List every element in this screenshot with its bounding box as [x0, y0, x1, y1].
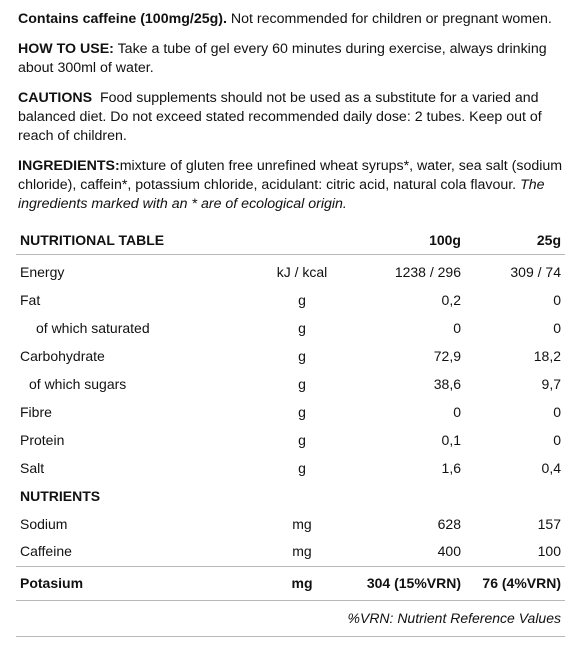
nutrients-section-row — [16, 482, 565, 510]
row-value-25g: 100 — [537, 543, 561, 560]
ingredients-note: The ingredients marked with an * are of ecological origin. — [18, 177, 545, 212]
cautions — [18, 89, 567, 146]
row-value-25g: 309 / 74 — [510, 263, 561, 280]
row-value-25g: 157 — [537, 515, 561, 532]
row-name: of which saturated — [36, 319, 150, 336]
row-unit: g — [298, 459, 306, 476]
row-unit: mg — [292, 515, 312, 532]
table-row-potassium — [16, 566, 565, 600]
table-row-salt — [16, 454, 565, 482]
row-name: Protein — [20, 431, 65, 448]
row-value-25g: 76 (4%VRN) — [465, 566, 565, 600]
ingredients — [18, 157, 567, 214]
row-value-100g: 0,1 — [441, 431, 461, 448]
row-unit: g — [298, 291, 306, 308]
row-value-100g: 628 — [437, 515, 461, 532]
row-name: of which sugars — [29, 375, 127, 392]
row-unit: g — [298, 431, 306, 448]
row-unit: g — [298, 403, 306, 420]
caffeine-warning-bold: Contains caffeine (100mg/25g). — [18, 11, 227, 27]
col-25g-header: 25g — [465, 228, 565, 254]
row-value-100g: 1,6 — [441, 459, 461, 476]
table-header-row — [16, 228, 565, 254]
col-100g-header: 100g — [338, 228, 465, 254]
row-unit: g — [298, 319, 306, 336]
table-row-fat — [16, 286, 565, 314]
caffeine-warning — [18, 10, 567, 29]
row-value-25g: 9,7 — [541, 375, 561, 392]
table-row-sugars — [16, 370, 565, 398]
row-name: Salt — [20, 459, 45, 476]
row-name: Potasium — [16, 566, 266, 600]
row-value-25g: 0,4 — [541, 459, 561, 476]
vrn-footnote: %VRN: Nutrient Reference Values — [16, 600, 565, 636]
table-row-fibre — [16, 398, 565, 426]
row-name: Fibre — [20, 403, 52, 420]
row-unit: kJ / kcal — [276, 263, 328, 280]
table-row-sodium — [16, 510, 565, 538]
row-value-100g: 400 — [437, 543, 461, 560]
row-value-100g: 0 — [453, 319, 461, 336]
cautions-label: CAUTIONS — [18, 90, 93, 106]
row-value-100g: 72,9 — [433, 347, 461, 364]
row-value-25g: 0 — [553, 431, 561, 448]
row-name: Carbohydrate — [20, 347, 105, 364]
how-to-use-label: HOW TO USE: — [18, 41, 114, 57]
ingredients-text: mixture of gluten free unrefined wheat syrups*, water, sea salt (sodium chloride), caffein*, potassium chloride, acidulant: citric acid, natural cola flavour. — [18, 158, 563, 193]
nutrients-label: NUTRIENTS — [20, 487, 101, 504]
row-name: Caffeine — [20, 543, 72, 560]
table-row-caffeine — [16, 538, 565, 566]
row-value-100g: 304 (15%VRN) — [338, 566, 465, 600]
how-to-use — [18, 40, 567, 78]
row-name: Sodium — [20, 515, 68, 532]
unit-header — [266, 228, 338, 254]
how-to-use-text: Take a tube of gel every 60 minutes during exercise, always drinking about 300ml of water. — [18, 41, 547, 76]
table-row-carbohydrate — [16, 342, 565, 370]
row-unit: g — [298, 347, 306, 364]
table-row-energy — [16, 254, 565, 286]
row-value-25g: 18,2 — [533, 347, 561, 364]
caffeine-warning-text: Not recommended for children or pregnant women. — [226, 11, 552, 27]
cautions-text: Food supplements should not be used as a substitute for a varied and balanced diet. Do not exceed stated recommended daily dose: 2 tubes. Keep out of reach of children. — [18, 90, 546, 144]
row-name: Fat — [20, 291, 41, 308]
row-value-25g: 0 — [553, 319, 561, 336]
row-value-100g: 1238 / 296 — [394, 263, 461, 280]
row-value-25g: 0 — [553, 291, 561, 308]
row-name: Energy — [20, 263, 65, 280]
table-footnote-row — [16, 600, 565, 636]
row-value-100g: 0,2 — [441, 291, 461, 308]
row-unit: g — [298, 375, 306, 392]
row-value-25g: 0 — [553, 403, 561, 420]
table-row-protein — [16, 426, 565, 454]
row-unit: mg — [292, 543, 312, 560]
table-title: NUTRITIONAL TABLE — [16, 228, 266, 254]
ingredients-label: INGREDIENTS: — [18, 158, 120, 174]
row-unit: mg — [266, 566, 338, 600]
row-value-100g: 0 — [453, 403, 461, 420]
table-row-saturated — [16, 314, 565, 342]
nutritional-table — [16, 228, 565, 637]
row-value-100g: 38,6 — [433, 375, 461, 392]
